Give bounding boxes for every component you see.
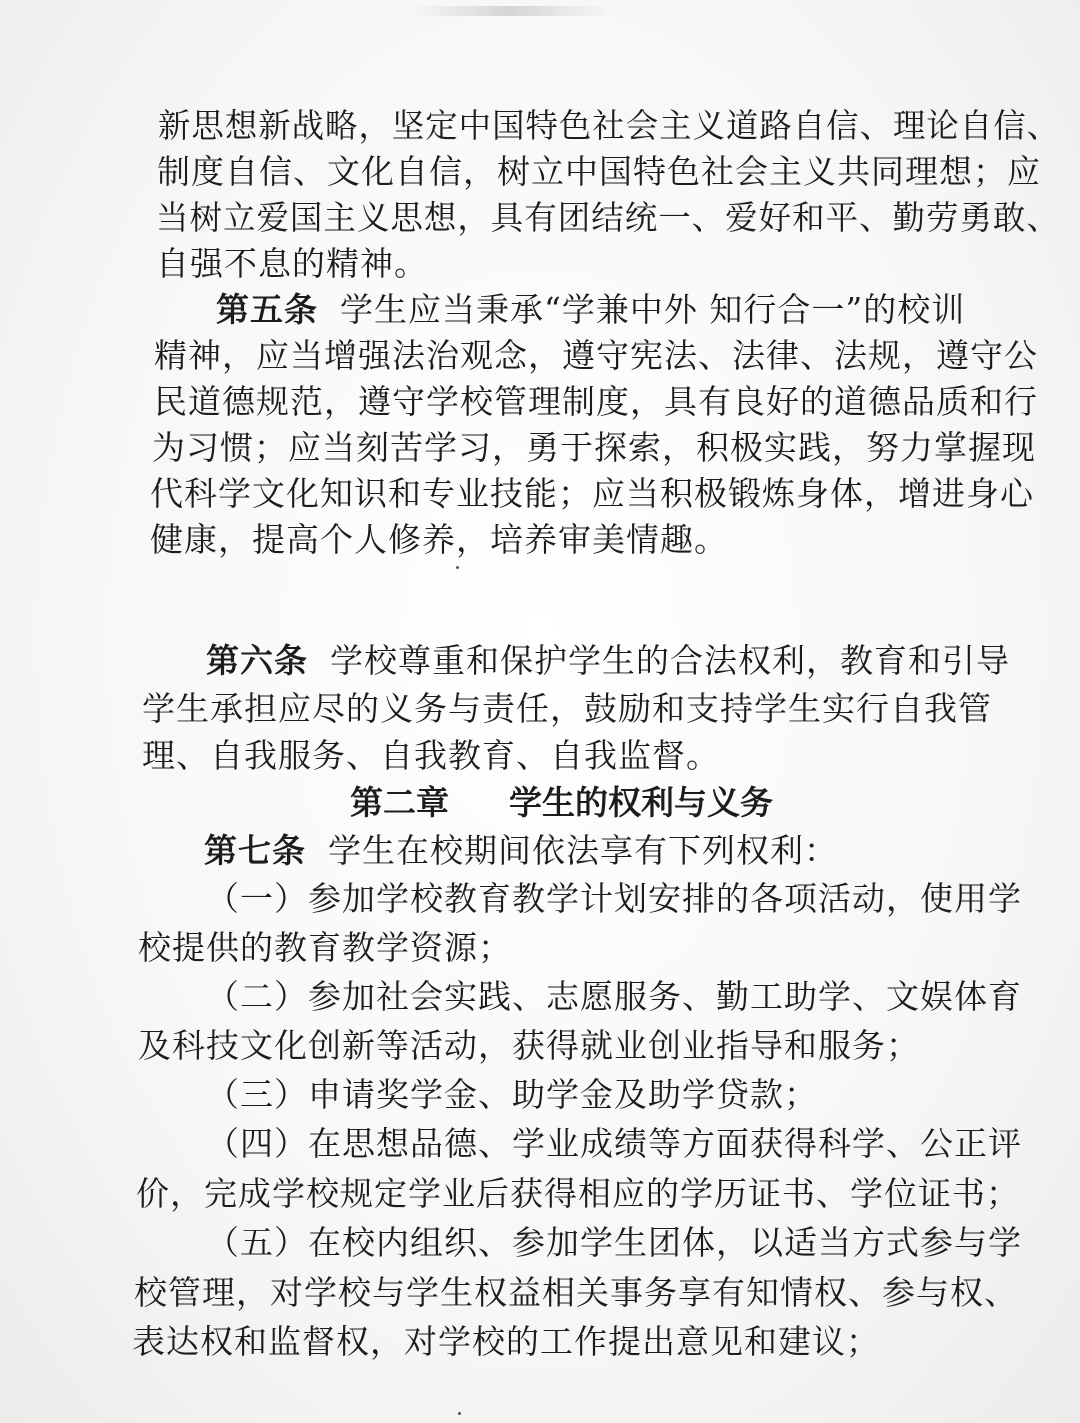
- article7-item-line-4: 及科技文化创新等活动，获得就业创业指导和服务；: [138, 1026, 920, 1065]
- para1-line-3: 当树立爱国主义思想，具有团结统一、爱好和平、勤劳勇敢、: [156, 198, 1060, 237]
- chapter-number: 第二章: [350, 783, 449, 822]
- article5-line-5: 代科学文化知识和专业技能；应当积极锻炼身体，增进身心: [150, 474, 1034, 513]
- scan-smudge: [410, 6, 610, 16]
- article7-item-line-8: （五）在校内组织、参加学生团体，以适当方式参与学: [206, 1223, 1022, 1262]
- article7-item-line-3: （二）参加社会实践、志愿服务、勤工助学、文娱体育: [206, 977, 1022, 1016]
- article6-line-2: 学生承担应尽的义务与责任，鼓励和支持学生实行自我管: [142, 689, 992, 728]
- article7-item-line-7: 价，完成学校规定学业后获得相应的学历证书、学位证书；: [136, 1174, 1020, 1213]
- article7-label: 第七条: [204, 831, 306, 870]
- chapter-title: 学生的权利与义务: [509, 783, 773, 822]
- chapter-heading: [350, 783, 773, 823]
- article6-line-1: 学校尊重和保护学生的合法权利，教育和引导: [330, 641, 1010, 680]
- para1-line-4: 自强不息的精神。: [156, 244, 428, 283]
- article5-line-3: 民道德规范，遵守学校管理制度，具有良好的道德品质和行: [154, 382, 1038, 421]
- article7-item-line-1: （一）参加学校教育教学计划安排的各项活动，使用学: [206, 879, 1022, 918]
- article6-label: 第六条: [206, 641, 308, 680]
- article5-first-line: [216, 290, 965, 330]
- article5-line-6: 健康，提高个人修养，培养审美情趣。: [150, 520, 728, 559]
- article7-first-line: [204, 831, 838, 871]
- article5-line-1: 学生应当秉承“学兼中外 知行合一”的校训: [340, 290, 966, 329]
- article5-label: 第五条: [216, 290, 318, 329]
- article7-item-line-6: （四）在思想品德、学业成绩等方面获得科学、公正评: [206, 1124, 1022, 1163]
- article5-line-4: 为习惯；应当刻苦学习，勇于探索，积极实践，努力掌握现: [152, 428, 1036, 467]
- article7-item-line-10: 表达权和监督权，对学校的工作提出意见和建议；: [132, 1322, 880, 1361]
- article5-line-2: 精神，应当增强法治观念，遵守宪法、法律、法规，遵守公: [154, 336, 1038, 375]
- scan-speck-bottom: [458, 1412, 461, 1415]
- article7-item-line-9: 校管理，对学校与学生权益相关事务享有知情权、参与权、: [134, 1273, 1018, 1312]
- article6-line-3: 理、自我服务、自我教育、自我监督。: [142, 736, 720, 775]
- para1-line-1: 新思想新战略，坚定中国特色社会主义道路自信、理论自信、: [158, 106, 1061, 145]
- scan-speck: [456, 566, 459, 569]
- article7-item-line-2: 校提供的教育教学资源；: [138, 928, 512, 967]
- article6-first-line: [206, 641, 1010, 681]
- article7-intro: 学生在校期间依法享有下列权利：: [328, 831, 838, 870]
- article7-item-line-5: （三）申请奖学金、助学金及助学贷款；: [206, 1075, 818, 1114]
- para1-line-2: 制度自信、文化自信，树立中国特色社会主义共同理想；应: [157, 152, 1041, 191]
